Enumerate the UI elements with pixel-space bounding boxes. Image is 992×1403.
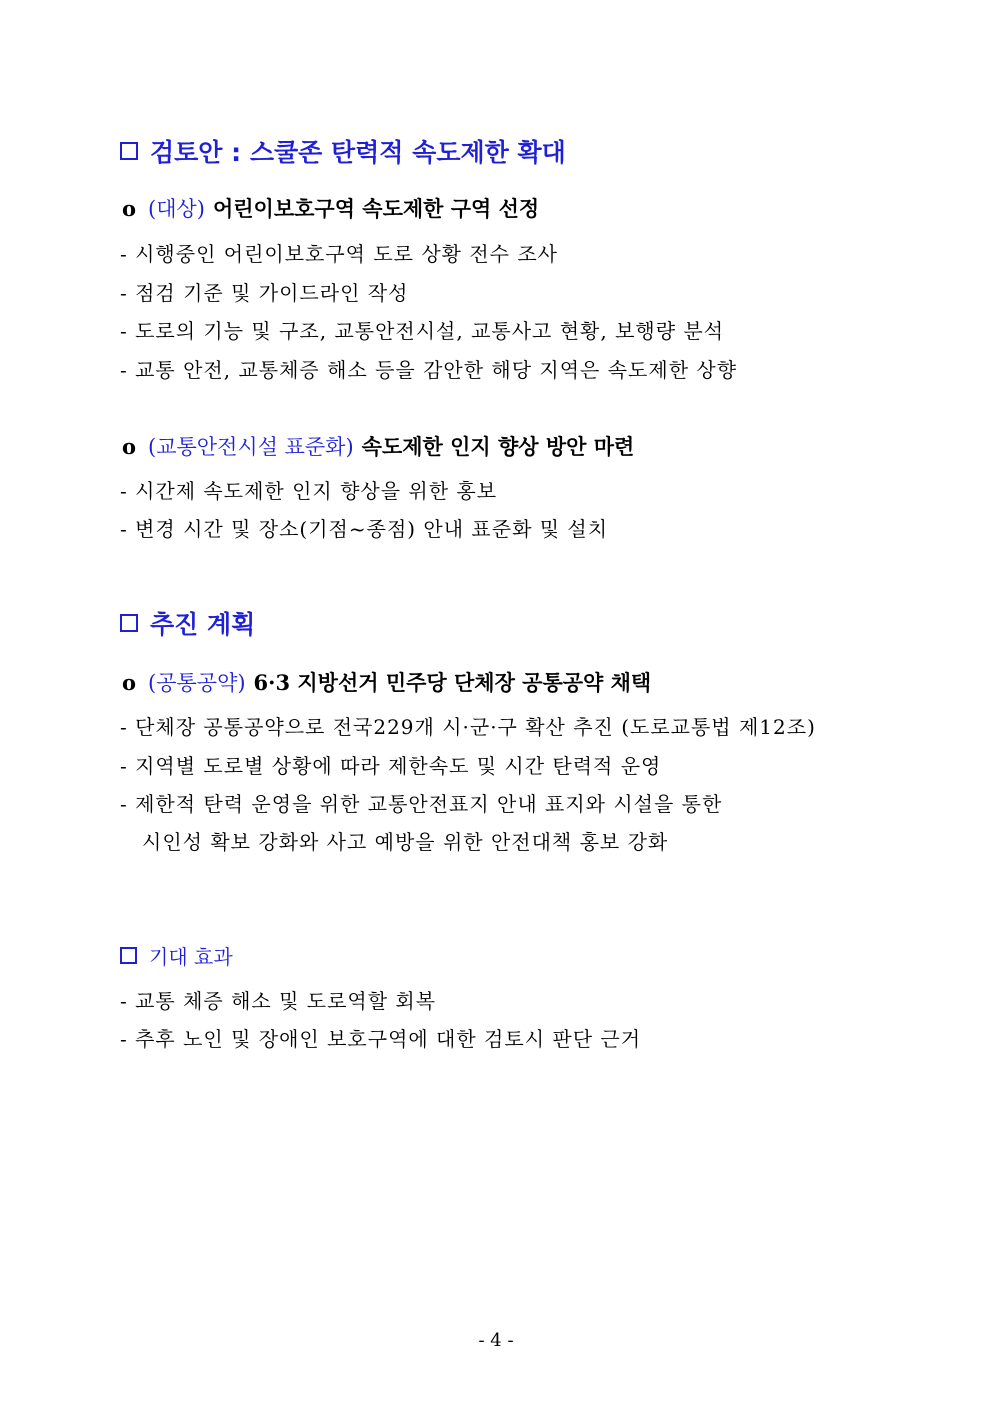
bullet-icon: o — [122, 434, 137, 459]
subheading-tag: (대상) — [148, 197, 205, 221]
list-item: - 교통 체증 해소 및 도로역할 회복 — [120, 989, 437, 1013]
list-item: - 추후 노인 및 장애인 보호구역에 대한 검토시 판단 근거 — [120, 1027, 642, 1051]
list-item-continuation: 시인성 확보 강화와 사고 예방을 위한 안전대책 홍보 강화 — [142, 830, 669, 854]
list-item: - 지역별 도로별 상황에 따라 제한속도 및 시간 탄력적 운영 — [120, 754, 662, 778]
list-item: - 시간제 속도제한 인지 향상을 위한 홍보 — [120, 479, 498, 503]
subheading-title: 6·3 지방선거 민주당 단체장 공통공약 채택 — [253, 670, 652, 695]
list-item: - 단체장 공통공약으로 전국229개 시·군·구 확산 추진 (도로교통법 제12조) — [120, 715, 816, 739]
section-heading-plan — [120, 605, 255, 641]
section-heading-text: 기대 효과 — [149, 945, 233, 969]
list-item: - 도로의 기능 및 구조, 교통안전시설, 교통사고 현황, 보행량 분석 — [120, 319, 725, 343]
subheading-tag: (공통공약) — [148, 671, 246, 695]
subheading-common-pledge — [122, 667, 651, 697]
section-heading-effects — [120, 941, 233, 970]
list-item: - 제한적 탄력 운영을 위한 교통안전표지 안내 표지와 시설을 통한 — [120, 792, 723, 816]
section-heading-review — [120, 133, 566, 169]
list-item: - 교통 안전, 교통체증 해소 등을 감안한 해당 지역은 속도제한 상향 — [120, 358, 738, 382]
list-item: - 변경 시간 및 장소(기점~종점) 안내 표준화 및 설치 — [120, 517, 609, 541]
subheading-target — [122, 193, 539, 223]
list-item: - 시행중인 어린이보호구역 도로 상황 전수 조사 — [120, 242, 558, 266]
bullet-icon: o — [122, 670, 137, 695]
checkbox-square-icon — [120, 947, 137, 964]
page-number: - 4 - — [478, 1330, 514, 1351]
checkbox-square-icon — [120, 142, 138, 160]
subheading-tag: (교통안전시설 표준화) — [148, 435, 354, 459]
subheading-title: 속도제한 인지 향상 방안 마련 — [361, 434, 635, 459]
section-heading-text: 추진 계획 — [150, 610, 256, 639]
checkbox-square-icon — [120, 614, 138, 632]
subheading-title: 어린이보호구역 속도제한 구역 선정 — [212, 196, 540, 221]
list-item: - 점검 기준 및 가이드라인 작성 — [120, 281, 409, 305]
bullet-icon: o — [122, 196, 137, 221]
section-heading-text: 검토안 : 스쿨존 탄력적 속도제한 확대 — [150, 138, 566, 167]
subheading-standardization — [122, 431, 634, 461]
